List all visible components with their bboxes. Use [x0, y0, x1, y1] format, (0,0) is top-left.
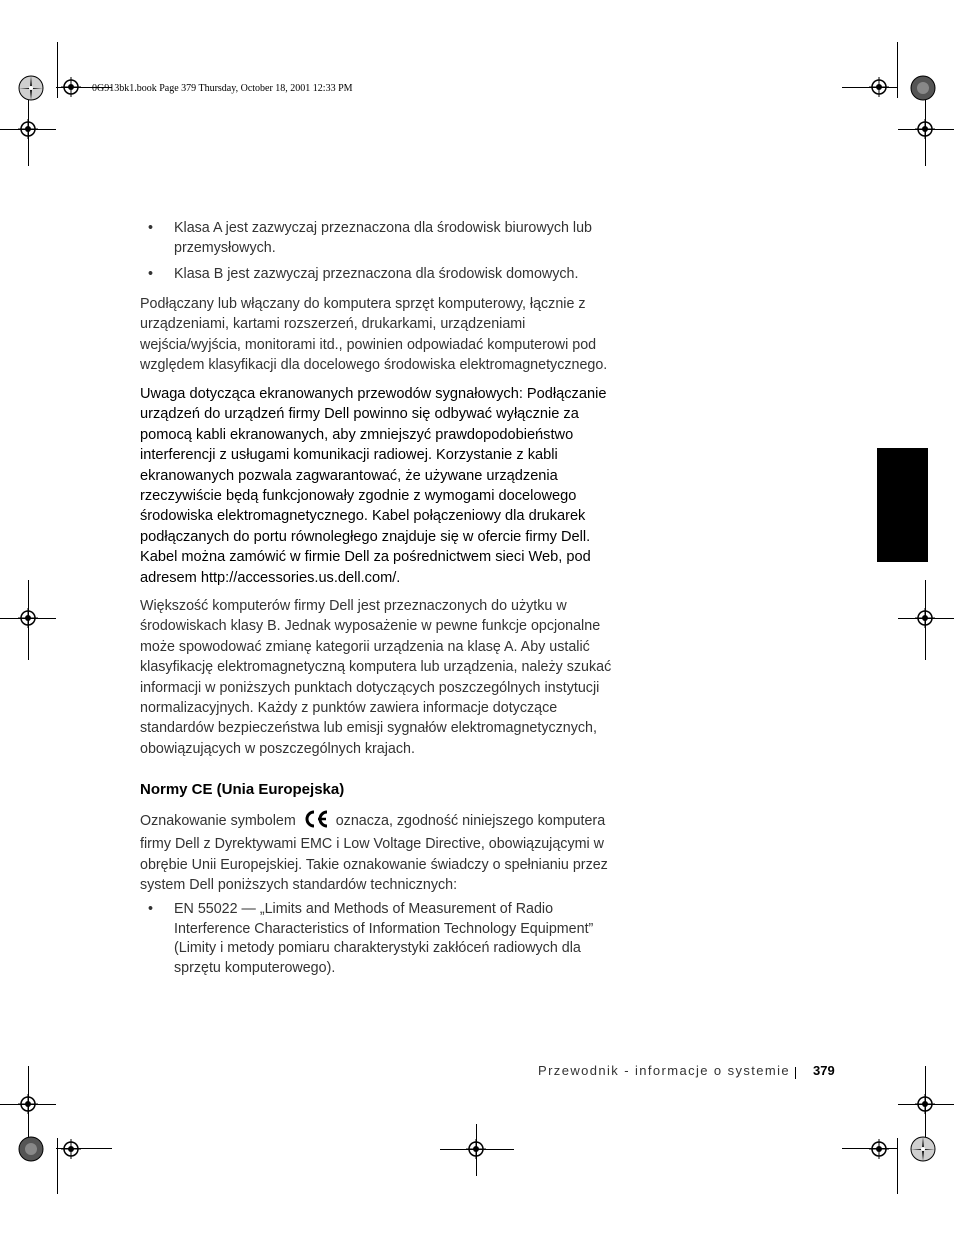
registration-mark-icon [869, 77, 889, 97]
bullet-symbol: • [148, 266, 154, 283]
registration-mark-icon [466, 1139, 486, 1159]
list-item-text: EN 55022 — „Limits and Methods of Measurement of Radio Interference Characteristics of Information Technology Equipment” (Limity i metody pomiaru charakterystyki zakłóceń radiowych dla sprzętu komputerowego). [174, 901, 594, 976]
list-item [148, 219, 630, 258]
bullet-symbol: • [148, 901, 154, 917]
print-header-stamp: 0G913bk1.book Page 379 Thursday, October 18, 2001 12:33 PM [92, 83, 353, 94]
paragraph-equipment: Podłączany lub włączany do komputera sprzęt komputerowy, łącznie z urządzeniami, kartami rozszerzeń, drukarkami, urządzeniami wejścia/wyjścia, monitorami itd., powinien odpowiadać komputerowi pod względem klasyfikacji dla docelowego środowiska elektromagnetycznego. [140, 296, 608, 374]
ce-mark-icon [302, 810, 330, 834]
star-target-icon [18, 1136, 44, 1162]
list-item-text: Klasa A jest zazwyczaj przeznaczona dla środowisk biurowych lub przemysłowych. [174, 220, 592, 256]
star-target-icon [910, 75, 936, 101]
star-target-icon [18, 75, 44, 101]
registration-mark-icon [915, 608, 935, 628]
list-item-text: Klasa B jest zazwyczaj przeznaczona dla środowisk domowych. [174, 266, 579, 283]
bullet-symbol: • [148, 220, 154, 236]
paragraph-ce [140, 810, 630, 896]
side-thumb-tab [877, 448, 928, 562]
list-item [148, 265, 630, 285]
list-item [148, 900, 630, 978]
registration-mark-icon [61, 77, 81, 97]
ce-text-after: oznacza, zgodność niniejszego komputera firmy Dell z Dyrektywami EMC i Low Voltage Directive, obowiązującymi w obrębie Unii Europejskiej. Takie oznakowanie świadczy o spełnianiu przez system Dell poniższych standardów technicznych: [140, 813, 608, 894]
registration-mark-icon [915, 1094, 935, 1114]
paragraph-classes: Większość komputerów firmy Dell jest przeznaczonych do użytku w środowiskach klasy B. Jednak wyposażenie w pewne funkcje opcjonalne może spowodować zmianę kategorii urządzenia na klasę A. Aby ustalić klasyfikację elektromagnetyczną komputera lub urządzenia, należy szukać informacji w poniższych punktach dotyczących poszczególnych instytucji normalizacyjnych. Każdy z punktów zawiera informacje dotyczące standardów bezpieczeństwa lub emisji sygnałów elektromagnetycznych, obowiązujących w poszczególnych krajach. [140, 598, 612, 757]
registration-mark-icon [61, 1139, 81, 1159]
star-target-icon [910, 1136, 936, 1162]
registration-mark-icon [915, 119, 935, 139]
bullet-list-classes [148, 219, 630, 285]
ce-text-before: Oznakowanie symbolem [140, 813, 296, 829]
page-number: 379 [813, 1063, 835, 1078]
footer-separator [795, 1067, 796, 1079]
registration-mark-icon [869, 1139, 889, 1159]
footer-title: Przewodnik - informacje o systemie [538, 1063, 791, 1078]
bullet-list-standards [148, 900, 630, 978]
registration-mark-icon [18, 119, 38, 139]
note-shielded-cables: Uwaga dotycząca ekranowanych przewodów sygnałowych: Podłączanie urządzeń do urządzeń firmy Dell powinno się odbywać wyłącznie za pomocą kabli ekranowanych, aby zmniejszyć prawdopodobieństwo interferencji z usługami komunikacji radiowej. Korzystanie z kabli ekranowanych pozwala zagwarantować, że używane urządzenia rzeczywiście będą funkcjonowały zgodnie z wymogami docelowego środowiska elektromagnetycznego. Kabel połączeniowy dla drukarek podłączanych do portu równoległego znajduje się w ofercie firmy Dell. Kabel można zamówić w firmie Dell za pośrednictwem sieci Web, pod adresem http://accessories.us.dell.com/. [140, 386, 607, 586]
registration-mark-icon [18, 608, 38, 628]
registration-mark-icon [18, 1094, 38, 1114]
section-heading: Normy CE (Unia Europejska) [140, 781, 345, 798]
